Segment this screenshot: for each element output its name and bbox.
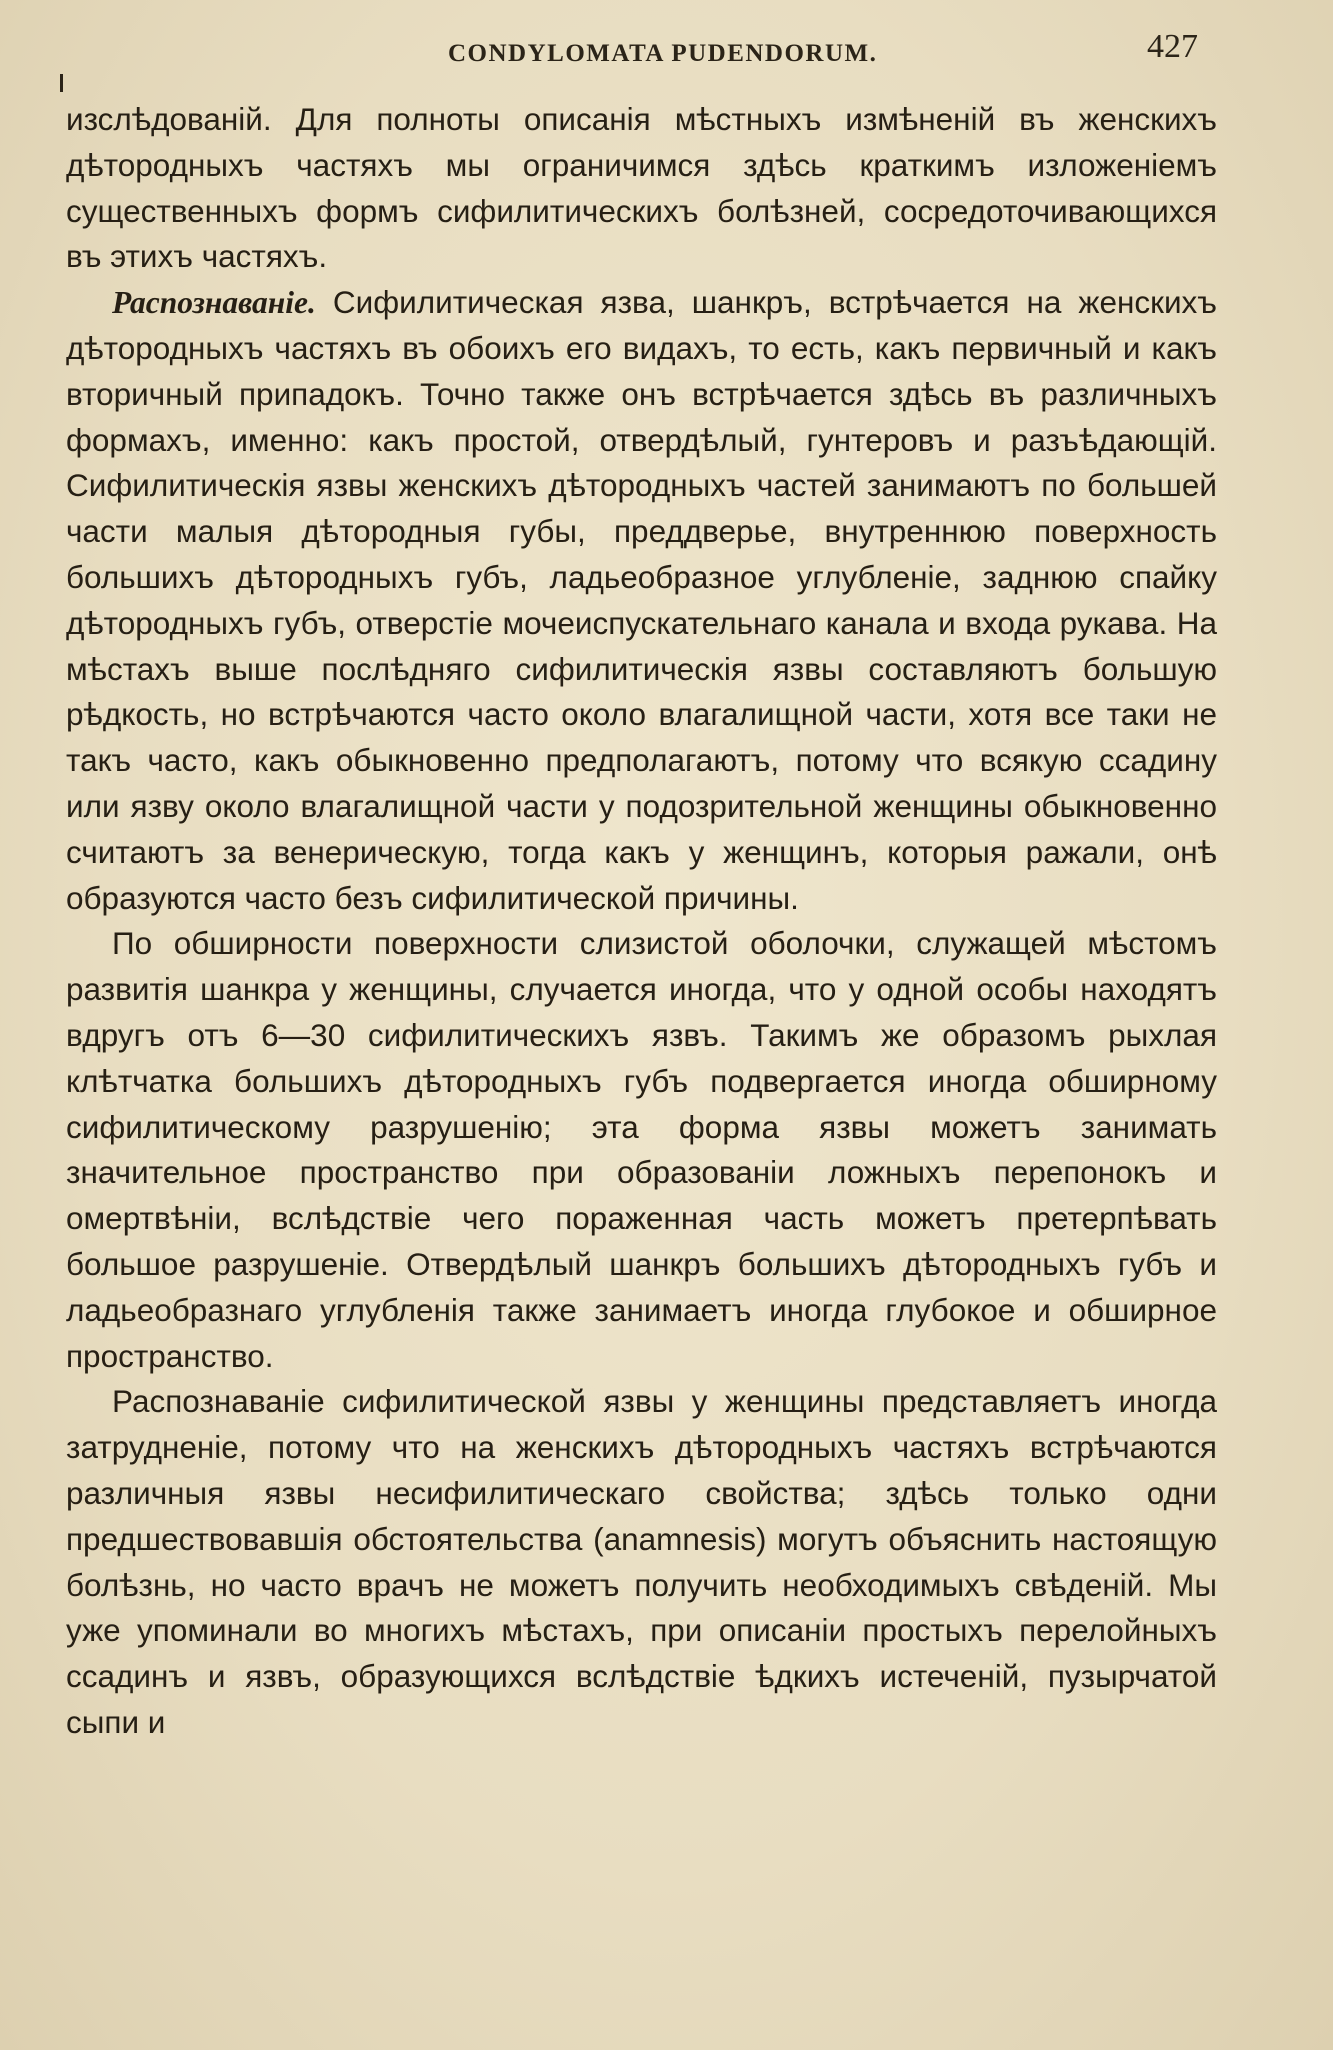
paragraph-text: изслѣдованій. Для полноты описанія мѣстныхъ измѣненій въ женскихъ дѣтородныхъ частяхъ мы ограничимся здѣсь краткимъ изложеніемъ существенныхъ формъ сифилитическихъ болѣзней, сосредоточивающихся въ этихъ частяхъ. [66, 101, 1217, 275]
margin-mark [60, 74, 63, 92]
paragraph-continuation [66, 97, 1217, 280]
body-text [66, 97, 1217, 1746]
page-number: 427 [1147, 28, 1198, 65]
running-head [0, 30, 1333, 70]
paragraph-extent [66, 921, 1217, 1379]
paragraph-diagnosis [66, 280, 1217, 921]
paragraph-text: Распознаваніе сифилитической язвы у женщины представляетъ иногда затрудненіе, потому что на женскихъ дѣтородныхъ частяхъ встрѣчаются различныя язвы несифилитическаго свойства; здѣсь только одни предшествовавшія обстоятельства (anamnesis) могутъ объяснить настоящую болѣзнь, но часто врачъ не можетъ получить необходимыхъ свѣденій. Мы уже упоминали во многихъ мѣстахъ, при описаніи простыхъ перелойныхъ ссадинъ и язвъ, образующихся вслѣдствіе ѣдкихъ истеченій, пузырчатой сыпи и [66, 1383, 1217, 1740]
paragraph-text: Сифилитическая язва, шанкръ, встрѣчается на женскихъ дѣтородныхъ частяхъ въ обоихъ его видахъ, то есть, какъ первичный и какъ вторичный припадокъ. Точно также онъ встрѣчается здѣсь въ различныхъ формахъ, именно: какъ простой, отвердѣлый, гунтеровъ и разъѣдающій. Сифилитическія язвы женскихъ дѣтородныхъ частей занимаютъ по большей части малыя дѣтородныя губы, преддверье, внутреннюю поверхность большихъ дѣтородныхъ губъ, ладьеобразное углубленіе, заднюю спайку дѣтородныхъ губъ, отверстіе мочеиспускательнаго канала и входа рукава. На мѣстахъ выше послѣдняго сифилитическія язвы составляютъ большую рѣдкость, но встрѣчаются часто около влагалищной части, хотя все таки не такъ часто, какъ обыкновенно предполагаютъ, потому что всякую ссадину или язву около влагалищной части у подозрительной женщины обыкновенно считаютъ за венерическую, тогда какъ у женщинъ, которыя ражали, онѣ образуются часто безъ сифилитической причины. [66, 284, 1217, 916]
paragraph-text: По обширности поверхности слизистой оболочки, служащей мѣстомъ развитія шанкра у женщины, случается иногда, что у одной особы находятъ вдругъ отъ 6—30 сифилитическихъ язвъ. Такимъ же образомъ рыхлая клѣтчатка большихъ дѣтородныхъ губъ подвергается иногда обширному сифилитическому разрушенію; эта форма язвы можетъ занимать значительное пространство при образованіи ложныхъ перепонокъ и омертвѣніи, вслѣдствіе чего пораженная часть можетъ претерпѣвать большое разрушеніе. Отвердѣлый шанкръ большихъ дѣтородныхъ губъ и ладьеобразнаго углубленія также занимаетъ иногда глубокое и обширное пространство. [66, 925, 1217, 1374]
running-head-title: CONDYLOMATA PUDENDORUM. [448, 40, 878, 67]
paragraph-lead-heading: Распознаваніе. [112, 285, 316, 321]
paragraph-recognition [66, 1379, 1217, 1745]
